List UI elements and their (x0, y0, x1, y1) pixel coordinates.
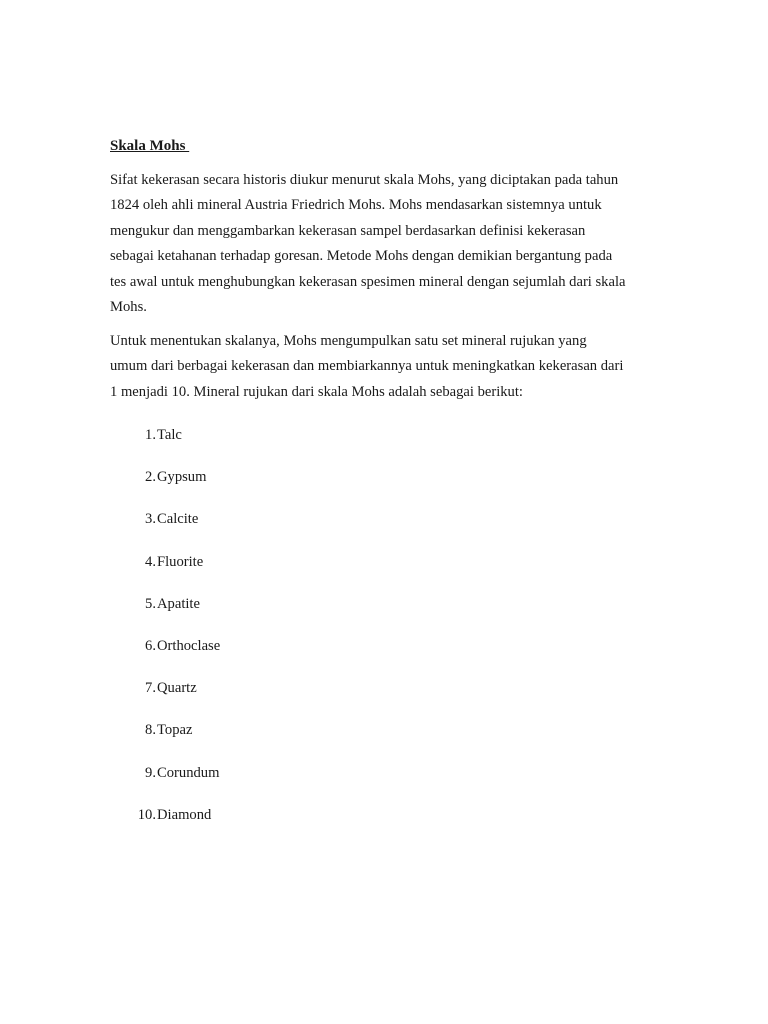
list-item (110, 592, 410, 634)
list-text: Diamond (157, 806, 212, 823)
list-number: 10. (137, 806, 156, 823)
list-text: Topaz (157, 722, 193, 739)
list-item (110, 423, 410, 465)
paragraph-line: Sifat kekerasan secara historis diukur menurut skala Mohs, yang diciptakan pada tahun (110, 172, 619, 188)
list-number: 3. (145, 511, 156, 528)
list-item (110, 676, 410, 718)
list-text: Gypsum (157, 469, 207, 486)
list-item (110, 761, 410, 803)
document-heading: Skala Mohs (110, 138, 190, 154)
paragraph-line: tes awal untuk menghubungkan kekerasan spesimen mineral dengan sejumlah dari skala (110, 273, 626, 290)
list-number: 1. (145, 427, 156, 443)
list-text: Fluorite (157, 553, 204, 570)
list-item (110, 507, 410, 549)
list-text: Talc (157, 427, 182, 443)
paragraph-line: sebagai ketahanan terhadap goresan. Metode Mohs dengan demikian bergantung pada (110, 248, 613, 265)
list-number: 8. (145, 722, 156, 739)
paragraph-line: mengukur dan menggambarkan kekerasan sampel berdasarkan definisi kekerasan (110, 222, 586, 239)
list-number: 6. (145, 637, 156, 654)
mineral-list (110, 423, 410, 845)
list-item (110, 550, 410, 592)
paragraph-line: 1824 oleh ahli mineral Austria Friedrich Mohs. Mohs mendasarkan sistemnya untuk (110, 197, 602, 214)
paragraph-line: 1 menjadi 10. Mineral rujukan dari skala Mohs adalah sebagai berikut: (110, 383, 523, 400)
list-text: Corundum (157, 764, 220, 781)
list-number: 9. (145, 764, 156, 781)
list-number: 2. (145, 469, 156, 486)
paragraph-line: umum dari berbagai kekerasan dan membiarkannya untuk meningkatkan kekerasan dari (110, 358, 624, 375)
list-text: Quartz (157, 680, 197, 697)
list-text: Orthoclase (157, 637, 221, 654)
list-item (110, 465, 410, 507)
list-number: 4. (145, 553, 156, 570)
list-number: 7. (145, 680, 156, 697)
paragraph-line: Mohs. (110, 299, 147, 316)
list-item (110, 718, 410, 760)
list-item (110, 803, 410, 845)
list-number: 5. (145, 595, 156, 612)
paragraph-line: Untuk menentukan skalanya, Mohs mengumpulkan satu set mineral rujukan yang (110, 333, 587, 349)
list-item (110, 634, 410, 676)
paragraph-intro (110, 168, 670, 320)
list-text: Apatite (157, 595, 200, 612)
paragraph-reference-minerals (110, 329, 670, 405)
list-text: Calcite (157, 511, 199, 528)
